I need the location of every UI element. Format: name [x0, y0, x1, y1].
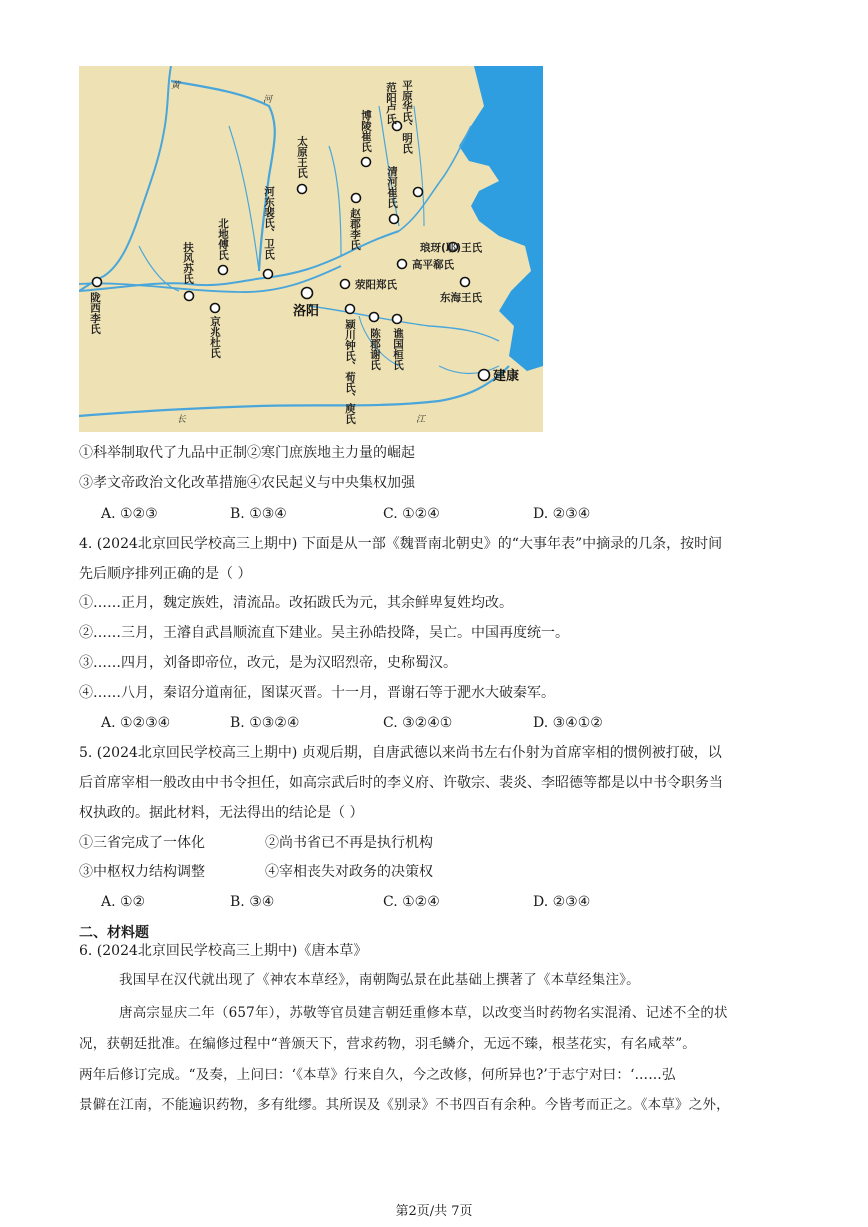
map-label-hedong: 河东裴氏、卫氏: [263, 186, 275, 260]
marker-jiankang: [479, 370, 490, 381]
map-label-fufeng: 扶风苏氏: [182, 242, 194, 284]
map-label-qiaoguo: 谯国桓氏: [392, 328, 404, 370]
map-label-pingyuan: 平原华氏、明氏: [401, 80, 413, 154]
marker-longxi: [93, 278, 102, 287]
map-label-taiyuan: 太原王氏: [296, 136, 308, 178]
q3-statement-2: ③孝文帝政治文化改革措施④农民起义与中央集权加强: [79, 475, 415, 491]
marker-luoyang: [302, 288, 313, 299]
q5-option-d[interactable]: D. ②③④: [533, 894, 591, 910]
marker-beidi: [219, 266, 228, 275]
q5-option-c[interactable]: C. ①②④: [383, 894, 440, 910]
map-label-beidi: 北地傅氏: [217, 218, 229, 260]
q4-option-d[interactable]: D. ③④①②: [533, 715, 603, 731]
map-label-qinghe: 清河崔氏: [386, 166, 398, 208]
q5-stem-line1: 5. (2024北京回民学校高三上期中) 贞观后期，自唐武德以来尚书左右仆射为首席宰相的惯例被打破，以: [79, 745, 722, 761]
q5-statement-2: ②尚书省已不再是执行机构: [265, 835, 433, 851]
historical-map: [79, 66, 543, 432]
q6-stem: 6. (2024北京回民学校高三上期中)《唐本草》: [79, 943, 368, 959]
q5-statement-1: ①三省完成了一体化: [79, 835, 205, 851]
q3-option-d[interactable]: D. ②③④: [533, 506, 591, 522]
q4-stem-line1: 4. (2024北京回民学校高三上期中) 下面是从一部《魏晋南北朝史》的“大事年表”中摘录的几条，按时间: [79, 536, 723, 552]
q3-option-b[interactable]: B. ①③④: [230, 506, 287, 522]
q3-statement-1: ①科举制取代了九品中正制②寒门庶族地主力量的崛起: [79, 445, 415, 461]
marker-zhaojun: [352, 194, 361, 203]
map-label-fanyang: 范阳卢氏: [385, 82, 397, 124]
page-footer: 第2页/共 7页: [395, 1204, 473, 1219]
q5-option-a[interactable]: A. ①②: [101, 894, 146, 910]
section-heading: 二、材料题: [79, 925, 149, 941]
q5-stem-line3: 权执政的。据此材料，无法得出的结论是（ ）: [79, 805, 364, 821]
q5-statement-4: ④宰相丧失对政务的决策权: [265, 864, 433, 880]
map-label-gaoping: 高平郗氏: [412, 259, 454, 271]
q4-item-4: ④……八月，秦诏分道南征，图谋灭晋。十一月，晋谢石等于淝水大破秦军。: [79, 685, 555, 701]
map-river-chang2: 江: [416, 415, 426, 425]
marker-hedong: [264, 270, 273, 279]
map-label-langya: 琅玡(耶)王氏: [420, 242, 483, 254]
map-label-longxi: 陇西李氏: [89, 292, 101, 334]
marker-jingzhao: [211, 304, 220, 313]
marker-donghai: [461, 278, 470, 287]
q4-item-2: ②……三月，王濬自武昌顺流直下建业。吴主孙皓投降，吴亡。中国再度统一。: [79, 625, 569, 641]
marker-taiyuan: [298, 185, 307, 194]
marker-qinghe: [390, 215, 399, 224]
marker-qiaoguo: [393, 315, 402, 324]
map-label-luoyang: 洛阳: [293, 304, 320, 319]
map-river-huang1: 黄: [171, 81, 181, 91]
q3-option-c[interactable]: C. ①②④: [383, 506, 440, 522]
map-label-boling: 博陵崔氏: [360, 110, 372, 152]
map-label-zhaojun: 赵郡李氏: [349, 208, 361, 250]
map-label-jiankang: 建康: [493, 369, 520, 384]
map-label-yingchuan: 颍川钟氏、荀氏、庾氏: [344, 319, 356, 424]
marker-gaoping: [398, 260, 407, 269]
map-river-chang1: 长: [177, 415, 187, 425]
marker-fufeng: [185, 292, 194, 301]
q5-stem-line2: 后首席宰相一般改由中书令担任，如高宗武后时的李义府、许敬宗、裴炎、李昭德等都是以中书令职务当: [79, 775, 723, 791]
q6-paragraph-2-line2: 况，获朝廷批准。在编修过程中“普颁天下，营求药物，羽毛鳞介，无远不臻，根茎花实，有名咸萃”。: [79, 1036, 697, 1052]
map-river-huang2: 河: [263, 95, 273, 105]
map-label-jingzhao: 京兆杜氏: [209, 316, 221, 358]
q4-item-3: ③……四月，刘备即帝位，改元，是为汉昭烈帝，史称蜀汉。: [79, 655, 457, 671]
q6-paragraph-2-line4: 景僻在江南，不能遍识药物，多有纰缪。其所误及《别录》不书四百有余种。今皆考而正之。《本草》之外，: [79, 1097, 730, 1113]
marker-xingyang: [341, 280, 350, 289]
map-label-donghai: 东海王氏: [440, 292, 482, 304]
q3-option-a[interactable]: A. ①②③: [101, 506, 158, 522]
q4-item-1: ①……正月，魏定族姓，清流品。改拓跋氏为元，其余鲜卑复姓均改。: [79, 595, 513, 611]
marker-yingchuan: [346, 305, 355, 314]
marker-pingyuan: [414, 188, 423, 197]
q4-option-a[interactable]: A. ①②③④: [101, 715, 171, 731]
q4-stem-line2: 先后顺序排列正确的是（ ）: [79, 566, 252, 582]
map-label-chenjun: 陈郡谢氏: [369, 328, 381, 370]
q5-statement-3: ③中枢权力结构调整: [79, 864, 205, 880]
marker-boling: [362, 158, 371, 167]
q4-option-c[interactable]: C. ③②④①: [383, 715, 453, 731]
q4-option-b[interactable]: B. ①③②④: [230, 715, 300, 731]
q6-paragraph-1: 我国早在汉代就出现了《神农本草经》，南朝陶弘景在此基础上撰著了《本草经集注》。: [119, 972, 640, 988]
q6-paragraph-2-line1: 唐高宗显庆二年（657年），苏敬等官员建言朝廷重修本草，以改变当时药物名实混淆、记述不全的状: [119, 1005, 728, 1021]
q5-option-b[interactable]: B. ③④: [230, 894, 275, 910]
map-label-xingyang: 荥阳郑氏: [355, 279, 397, 291]
marker-chenjun: [370, 313, 379, 322]
q6-paragraph-2-line3: 两年后修订完成。“及奏，上问曰：‘《本草》行来自久，今之改修，何所异也?’于志宁对曰：‘……弘: [79, 1067, 676, 1083]
